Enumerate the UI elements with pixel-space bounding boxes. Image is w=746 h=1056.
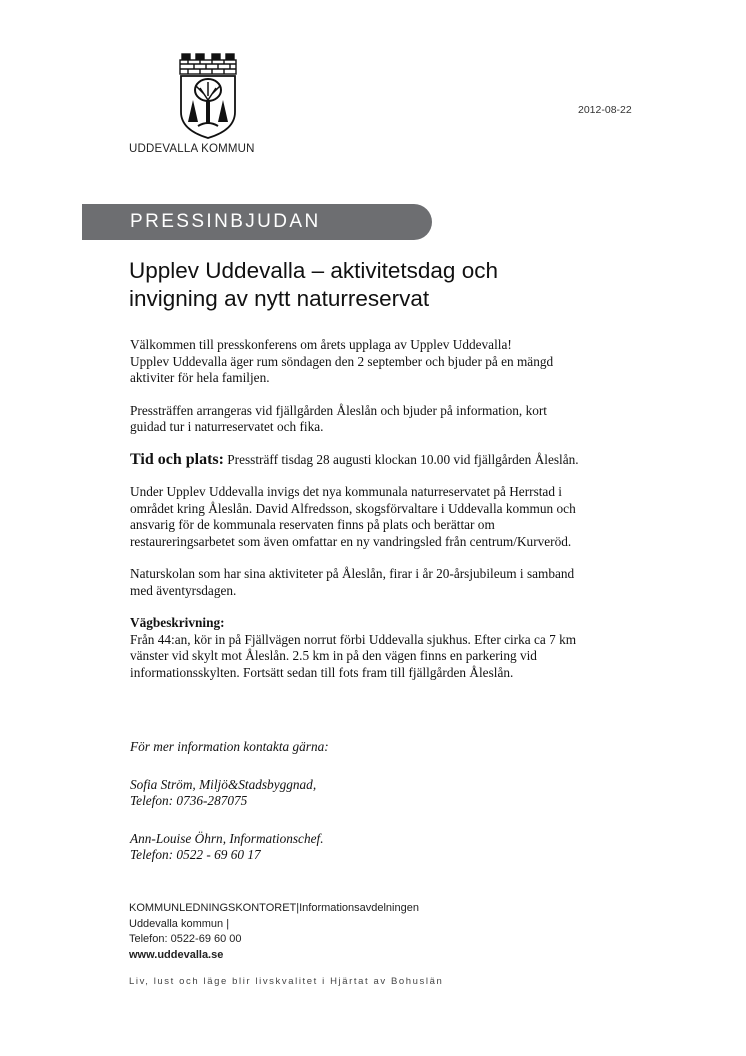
contact-person-2: [130, 831, 530, 864]
uddevalla-coat-of-arms-icon: [176, 50, 240, 140]
footer: [129, 901, 419, 963]
reserve-line: restaureringsarbetet som även omfattar en ny vandringsled från centrum/Kurveröd.: [130, 533, 572, 549]
directions-line: informationsskylten. Fortsätt sedan till fots fram till fjällgården Åleslån.: [130, 664, 514, 680]
footer-municipality: Uddevalla kommun |: [129, 917, 230, 930]
directions-line: vänster vid skylt mot Åleslån. 2.5 km in på den vägen finns en parkering vid: [130, 648, 537, 663]
directions-paragraph: [130, 615, 660, 681]
nature-school-line: med äventyrsdagen.: [130, 582, 237, 598]
page-title: [129, 257, 649, 313]
press-invitation-banner: [82, 204, 432, 240]
footer-website-link[interactable]: www.uddevalla.se: [129, 948, 224, 961]
contact-phone: Telefon: 0736-287075: [130, 793, 248, 808]
banner-label: PRESSINBJUDAN: [130, 211, 321, 232]
footer-department: KOMMUNLEDNINGSKONTORET|Informationsavdelningen: [129, 902, 419, 914]
footer-slogan: Liv, lust och läge blir livskvalitet i Hjärtat av Bohuslän: [129, 976, 444, 987]
time-place-paragraph: [130, 452, 660, 469]
time-place-label: Tid och plats:: [130, 450, 224, 468]
intro-line: Välkommen till presskonferens om årets upplaga av Upplev Uddevalla!: [130, 337, 512, 352]
intro-line: Upplev Uddevalla äger rum söndagen den 2 september och bjuder på en mängd: [130, 353, 554, 369]
meeting-line: guidad tur i naturreservatet och fika.: [130, 419, 324, 434]
meeting-line: Pressträffen arrangeras vid fjällgården Åleslån och bjuder på information, kort: [130, 402, 547, 418]
contact-name: Ann-Louise Öhrn, Informationschef.: [130, 830, 324, 846]
reserve-line: området kring Åleslån. David Alfredsson, skogsförvaltare i Uddevalla kommun och: [130, 500, 576, 516]
intro-line: aktiviter för hela familjen.: [130, 370, 270, 385]
org-name: UDDEVALLA KOMMUN: [129, 143, 255, 155]
footer-phone: Telefon: 0522-69 60 00: [129, 933, 242, 945]
body-text: [130, 337, 660, 697]
title-line-1: Upplev Uddevalla – aktivitetsdag och: [129, 258, 498, 283]
meeting-paragraph: [130, 403, 660, 436]
nature-school-paragraph: [130, 566, 660, 599]
reserve-paragraph: [130, 484, 660, 550]
reserve-line: Under Upplev Uddevalla invigs det nya kommunala naturreservatet på Herrstad i: [130, 484, 563, 499]
intro-paragraph: [130, 337, 660, 387]
contact-phone: Telefon: 0522 - 69 60 17: [130, 847, 261, 862]
directions-label: Vägbeskrivning:: [130, 615, 225, 630]
reserve-line: ansvarig för de kommunala reservaten finns på plats och berättar om: [130, 517, 495, 532]
nature-school-line: Naturskolan som har sina aktiviteter på Åleslån, firar i år 20-årsjubileum i samband: [130, 566, 575, 581]
contact-name: Sofia Ström, Miljö&Stadsbyggnad,: [130, 776, 317, 792]
title-line-2: invigning av nytt naturreservat: [129, 286, 430, 311]
contact-section: [130, 739, 530, 885]
document-date: 2012-08-22: [578, 104, 632, 116]
time-place-text: Pressträff tisdag 28 augusti klockan 10.00 vid fjällgården Åleslån.: [227, 451, 579, 467]
contact-intro: För mer information kontakta gärna:: [130, 739, 329, 754]
directions-line: Från 44:an, kör in på Fjällvägen norrut förbi Uddevalla sjukhus. Efter cirka ca 7 km: [130, 631, 577, 647]
contact-person-1: [130, 777, 530, 810]
